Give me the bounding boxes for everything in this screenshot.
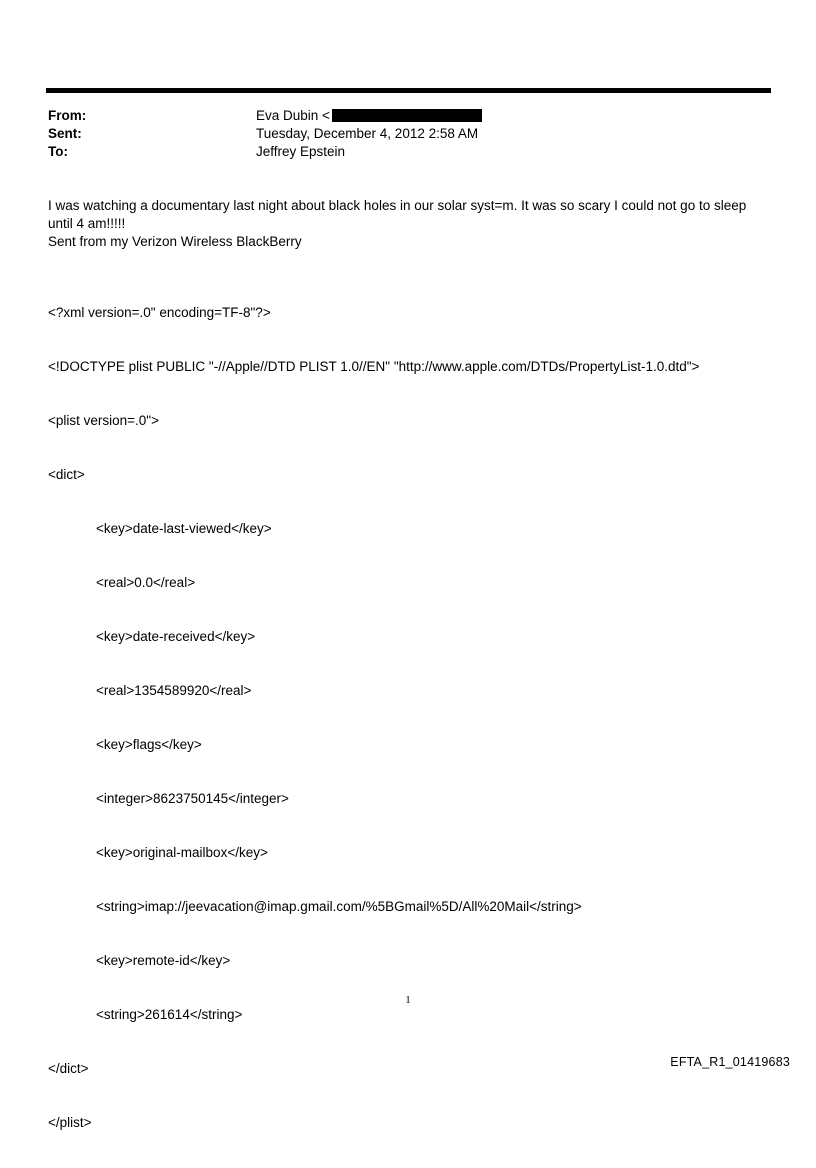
xml-line: </dict>: [48, 1061, 89, 1076]
redaction-box: [332, 109, 482, 122]
header-rule: [46, 88, 771, 93]
to-label: To:: [48, 144, 68, 159]
to-value: Jeffrey Epstein: [256, 144, 346, 159]
xml-line: <integer>8623750145</integer>: [96, 791, 289, 806]
sent-label: Sent:: [48, 126, 82, 141]
from-label: From:: [48, 108, 87, 123]
sent-value: Tuesday, December 4, 2012 2:58 AM: [256, 126, 479, 141]
xml-line: <?xml version=.0" encoding=TF-8"?>: [48, 305, 271, 320]
xml-line: <key>remote-id</key>: [96, 953, 231, 968]
from-name: Eva Dubin <: [256, 108, 330, 123]
from-row: [48, 107, 748, 125]
bates-number: EFTA_R1_01419683: [670, 1055, 790, 1069]
xml-line: <real>1354589920</real>: [96, 683, 252, 698]
email-header: [48, 107, 748, 161]
xml-line: <key>date-last-viewed</key>: [96, 521, 272, 536]
xml-line: <string>261614</string>: [96, 1007, 243, 1022]
from-value: [256, 107, 482, 125]
xml-line: <!DOCTYPE plist PUBLIC "-//Apple//DTD PLIST 1.0//EN" "http://www.apple.com/DTDs/PropertyList-1.0.dtd">: [48, 359, 700, 374]
xml-line: <key>flags</key>: [96, 737, 202, 752]
to-row: [48, 143, 748, 161]
email-body: [48, 197, 758, 251]
xml-line: </plist>: [48, 1115, 92, 1130]
sent-row: [48, 125, 748, 143]
plist-block: [48, 268, 768, 1168]
xml-line: <key>date-received</key>: [96, 629, 256, 644]
xml-line: <plist version=.0">: [48, 413, 159, 428]
body-signature: Sent from my Verizon Wireless BlackBerry: [48, 234, 302, 249]
xml-line: <real>0.0</real>: [96, 575, 196, 590]
xml-line: <dict>: [48, 467, 85, 482]
body-paragraph: I was watching a documentary last night about black holes in our solar syst=m. It was so scary I could not go to sleep until 4 am!!!!!: [48, 198, 747, 231]
page-number: 1: [405, 994, 411, 1006]
xml-line: <string>imap://jeevacation@imap.gmail.com/%5BGmail%5D/All%20Mail</string>: [96, 899, 582, 914]
xml-line: <key>original-mailbox</key>: [96, 845, 268, 860]
